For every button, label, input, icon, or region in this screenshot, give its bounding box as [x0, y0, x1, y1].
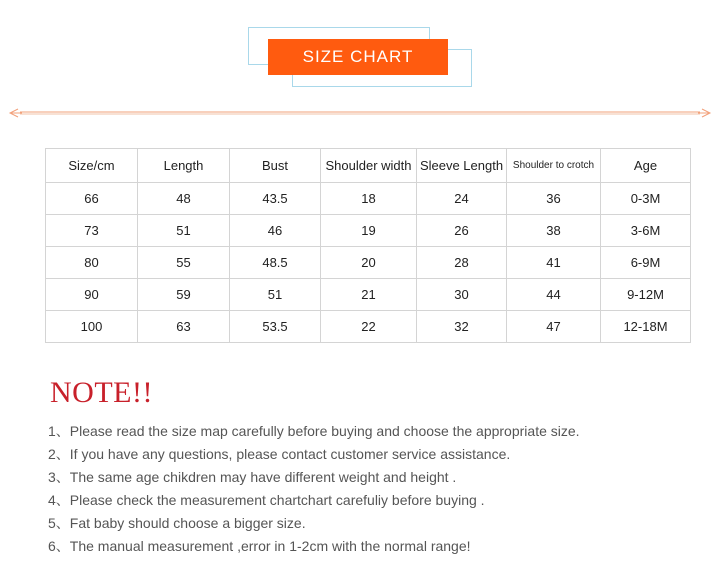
table-cell: 12-18M: [601, 311, 691, 343]
table-cell: 3-6M: [601, 215, 691, 247]
table-cell: 9-12M: [601, 279, 691, 311]
size-chart-title: SIZE CHART: [302, 47, 414, 66]
table-cell: 38: [507, 215, 601, 247]
table-cell: 80: [46, 247, 138, 279]
size-chart-table: [45, 148, 691, 343]
table-row: [46, 183, 691, 215]
table-cell: 0-3M: [601, 183, 691, 215]
table-cell: 20: [321, 247, 417, 279]
table-cell: 46: [230, 215, 321, 247]
note-list: [48, 421, 580, 559]
table-cell: 53.5: [230, 311, 321, 343]
table-row: [46, 311, 691, 343]
header-cell: Bust: [230, 149, 321, 183]
divider-right-ornament: [698, 109, 710, 117]
table-cell: 44: [507, 279, 601, 311]
table-row: [46, 279, 691, 311]
table-cell: 48.5: [230, 247, 321, 279]
note-item: 5、Fat baby should choose a bigger size.: [48, 515, 306, 531]
header-cell: Sleeve Length: [417, 149, 507, 183]
note-item: 3、The same age chikdren may have different weight and height .: [48, 469, 457, 485]
note-title: NOTE!!: [50, 376, 153, 409]
table-cell: 41: [507, 247, 601, 279]
header-cell: Shoulder width: [321, 149, 417, 183]
header-cell: Size/cm: [46, 149, 138, 183]
note-item: 4、Please check the measurement chartchart carefuliy before buying .: [48, 492, 485, 508]
table-cell: 32: [417, 311, 507, 343]
table-cell: 51: [230, 279, 321, 311]
table-cell: 47: [507, 311, 601, 343]
note-item: 1、Please read the size map carefully before buying and choose the appropriate size.: [48, 423, 580, 439]
table-cell: 43.5: [230, 183, 321, 215]
header-cell: Length: [138, 149, 230, 183]
note-item: 2、If you have any questions, please contact customer service assistance.: [48, 446, 511, 462]
table-cell: 6-9M: [601, 247, 691, 279]
table-cell: 90: [46, 279, 138, 311]
size-chart-banner: [268, 39, 448, 75]
table-row: [46, 215, 691, 247]
table-cell: 59: [138, 279, 230, 311]
table-cell: 48: [138, 183, 230, 215]
note-item: 6、The manual measurement ,error in 1-2cm with the normal range!: [48, 538, 471, 554]
header-cell: Age: [601, 149, 691, 183]
table-cell: 19: [321, 215, 417, 247]
table-cell: 18: [321, 183, 417, 215]
table-cell: 63: [138, 311, 230, 343]
table-cell: 73: [46, 215, 138, 247]
table-cell: 24: [417, 183, 507, 215]
table-cell: 36: [507, 183, 601, 215]
divider-left-ornament: [10, 109, 22, 117]
table-cell: 66: [46, 183, 138, 215]
table-cell: 21: [321, 279, 417, 311]
table-cell: 51: [138, 215, 230, 247]
table-cell: 100: [46, 311, 138, 343]
table-cell: 55: [138, 247, 230, 279]
table-row: [46, 247, 691, 279]
divider-line: [8, 107, 712, 119]
table-header-row: [46, 149, 691, 183]
table-cell: 22: [321, 311, 417, 343]
table-cell: 30: [417, 279, 507, 311]
table-cell: 26: [417, 215, 507, 247]
table-cell: 28: [417, 247, 507, 279]
header-cell: Shoulder to crotch: [507, 149, 601, 183]
